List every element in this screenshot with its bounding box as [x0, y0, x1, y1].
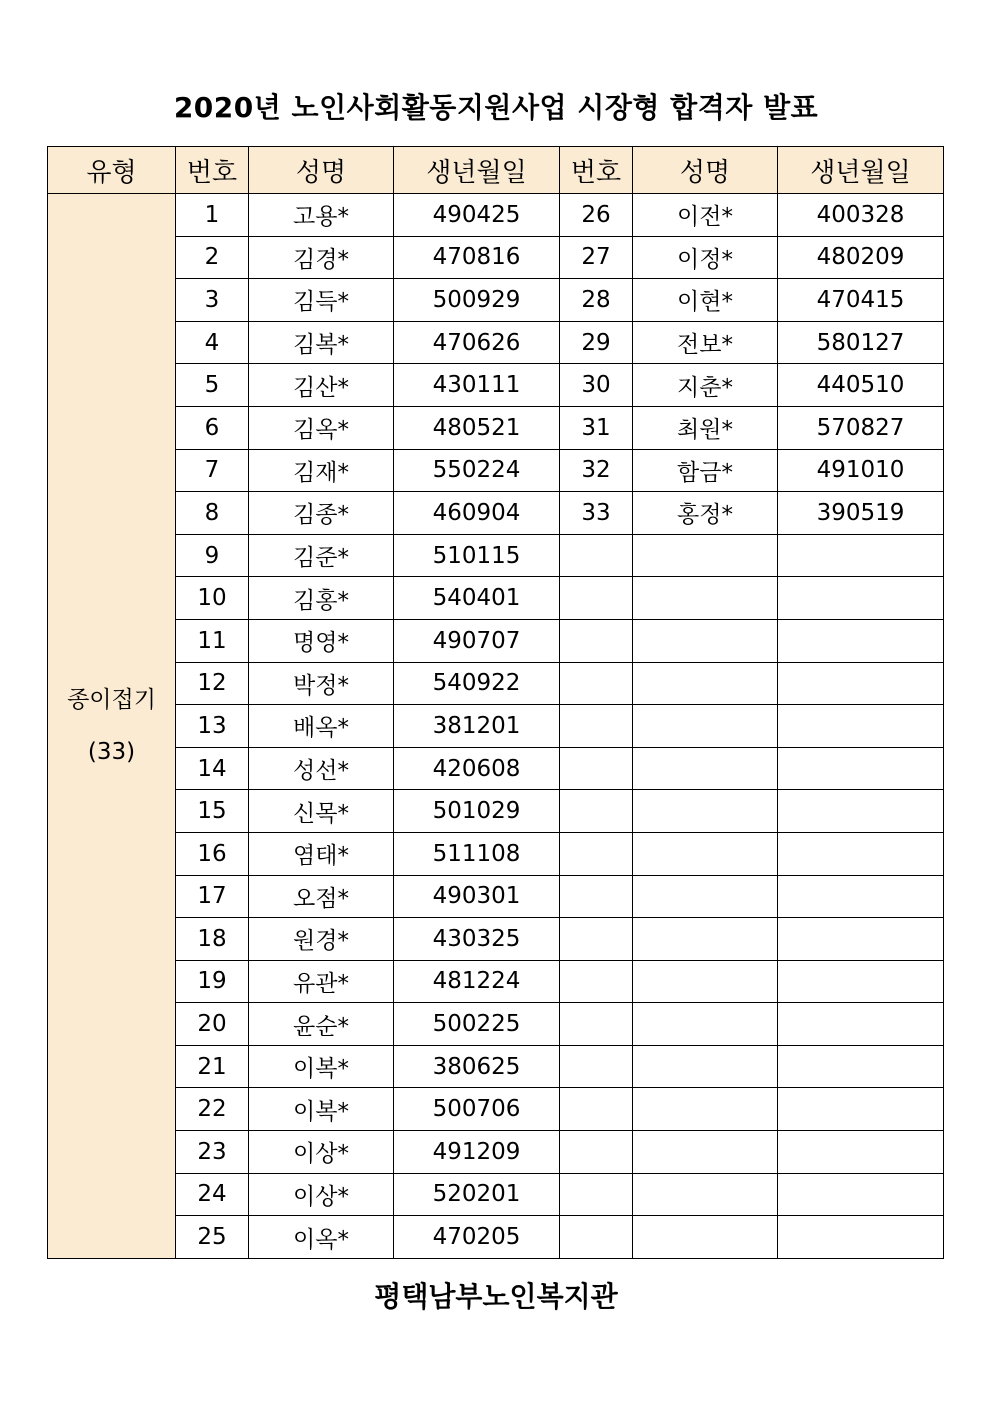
row-birth-right: 491010 [778, 449, 944, 492]
organization-name: 평택남부노인복지관 [374, 1280, 618, 1313]
row-no-right [560, 918, 633, 961]
row-birth: 470816 [394, 236, 560, 279]
row-no-right: 31 [560, 406, 633, 449]
table-row [48, 321, 944, 364]
row-no: 15 [176, 790, 249, 833]
page-title: 2020년 노인사회활동지원사업 시장형 합격자 발표 [173, 91, 819, 124]
table-row [48, 492, 944, 535]
row-name-right [633, 619, 778, 662]
row-no: 10 [176, 577, 249, 620]
row-name-right: 이전* [633, 194, 778, 237]
row-birth-right [778, 1131, 944, 1174]
row-name-right [633, 875, 778, 918]
table-row [48, 1088, 944, 1131]
row-birth-right [778, 790, 944, 833]
row-birth-right: 440510 [778, 364, 944, 407]
row-no-right [560, 1173, 633, 1216]
row-birth: 490425 [394, 194, 560, 237]
row-name: 성선* [249, 747, 394, 790]
header-birth: 생년월일 [394, 147, 560, 194]
row-name: 이상* [249, 1173, 394, 1216]
row-name-right [633, 790, 778, 833]
row-name: 박정* [249, 662, 394, 705]
row-name-right: 최원* [633, 406, 778, 449]
row-birth-right [778, 1045, 944, 1088]
table-row [48, 875, 944, 918]
row-no: 3 [176, 279, 249, 322]
row-no-right [560, 705, 633, 748]
row-name: 이옥* [249, 1216, 394, 1259]
row-name: 이상* [249, 1131, 394, 1174]
row-no-right [560, 1088, 633, 1131]
row-birth-right: 480209 [778, 236, 944, 279]
row-birth-right [778, 1003, 944, 1046]
row-no: 8 [176, 492, 249, 535]
row-name-right: 전보* [633, 321, 778, 364]
table-row [48, 918, 944, 961]
table-row [48, 1131, 944, 1174]
row-birth: 470205 [394, 1216, 560, 1259]
table-row [48, 1173, 944, 1216]
row-birth-right: 470415 [778, 279, 944, 322]
row-name-right [633, 1088, 778, 1131]
row-name: 고용* [249, 194, 394, 237]
row-name-right [633, 662, 778, 705]
row-name: 이복* [249, 1045, 394, 1088]
row-birth: 480521 [394, 406, 560, 449]
row-birth-right: 400328 [778, 194, 944, 237]
row-no: 14 [176, 747, 249, 790]
row-name-right [633, 1003, 778, 1046]
row-name-right: 홍정* [633, 492, 778, 535]
row-name: 김준* [249, 534, 394, 577]
row-name-right: 이현* [633, 279, 778, 322]
row-name: 김산* [249, 364, 394, 407]
table-row [48, 577, 944, 620]
row-birth: 501029 [394, 790, 560, 833]
row-name: 윤순* [249, 1003, 394, 1046]
row-no: 9 [176, 534, 249, 577]
row-birth: 520201 [394, 1173, 560, 1216]
row-no-right: 28 [560, 279, 633, 322]
row-name: 유관* [249, 960, 394, 1003]
table-row [48, 790, 944, 833]
table-row [48, 1003, 944, 1046]
row-no-right: 30 [560, 364, 633, 407]
row-birth: 540401 [394, 577, 560, 620]
type-count: (33) [87, 738, 136, 765]
table-row [48, 449, 944, 492]
table-row [48, 364, 944, 407]
row-no: 12 [176, 662, 249, 705]
row-name-right [633, 1045, 778, 1088]
row-no-right [560, 1045, 633, 1088]
row-birth-right [778, 875, 944, 918]
row-no: 4 [176, 321, 249, 364]
row-name-right: 지춘* [633, 364, 778, 407]
row-birth: 490707 [394, 619, 560, 662]
results-table [47, 146, 944, 1259]
row-no-right: 32 [560, 449, 633, 492]
type-name: 종이접기 [67, 686, 156, 713]
row-no: 20 [176, 1003, 249, 1046]
table-body [48, 194, 944, 1259]
header-no: 번호 [176, 147, 249, 194]
row-no: 23 [176, 1131, 249, 1174]
row-name: 배옥* [249, 705, 394, 748]
row-birth: 540922 [394, 662, 560, 705]
table-row [48, 960, 944, 1003]
row-name: 김재* [249, 449, 394, 492]
table-row [48, 1045, 944, 1088]
row-no-right [560, 790, 633, 833]
row-birth: 430325 [394, 918, 560, 961]
row-name-right [633, 1173, 778, 1216]
table-row [48, 705, 944, 748]
table-row [48, 1216, 944, 1259]
row-no-right [560, 1003, 633, 1046]
header-type: 유형 [48, 147, 176, 194]
row-birth: 490301 [394, 875, 560, 918]
type-cell [48, 194, 176, 1259]
row-birth-right [778, 832, 944, 875]
row-no-right [560, 747, 633, 790]
row-no: 22 [176, 1088, 249, 1131]
row-birth-right [778, 1216, 944, 1259]
row-birth-right [778, 1173, 944, 1216]
row-no: 1 [176, 194, 249, 237]
row-birth-right [778, 662, 944, 705]
row-birth: 430111 [394, 364, 560, 407]
row-no: 25 [176, 1216, 249, 1259]
row-name-right [633, 832, 778, 875]
row-birth: 511108 [394, 832, 560, 875]
row-no-right [560, 534, 633, 577]
row-no: 16 [176, 832, 249, 875]
table-row [48, 406, 944, 449]
row-no: 24 [176, 1173, 249, 1216]
row-name-right [633, 705, 778, 748]
row-no: 2 [176, 236, 249, 279]
table-row [48, 194, 944, 237]
row-name-right [633, 577, 778, 620]
row-birth: 500225 [394, 1003, 560, 1046]
row-no-right: 29 [560, 321, 633, 364]
header-no-2: 번호 [560, 147, 633, 194]
row-no: 11 [176, 619, 249, 662]
row-birth: 491209 [394, 1131, 560, 1174]
row-birth: 460904 [394, 492, 560, 535]
table-row [48, 619, 944, 662]
row-birth: 381201 [394, 705, 560, 748]
row-birth-right: 390519 [778, 492, 944, 535]
row-no-right: 33 [560, 492, 633, 535]
row-name: 김홍* [249, 577, 394, 620]
row-birth: 470626 [394, 321, 560, 364]
row-no-right: 26 [560, 194, 633, 237]
row-name-right: 함금* [633, 449, 778, 492]
row-birth: 510115 [394, 534, 560, 577]
row-birth-right [778, 619, 944, 662]
row-name: 염태* [249, 832, 394, 875]
row-birth-right [778, 960, 944, 1003]
table-row [48, 662, 944, 705]
row-birth: 380625 [394, 1045, 560, 1088]
row-no: 5 [176, 364, 249, 407]
row-no-right [560, 1131, 633, 1174]
header-row [48, 147, 944, 194]
row-birth-right [778, 1088, 944, 1131]
row-no-right [560, 619, 633, 662]
row-name-right [633, 534, 778, 577]
row-no-right [560, 662, 633, 705]
row-no-right [560, 960, 633, 1003]
row-name-right [633, 918, 778, 961]
row-name: 오점* [249, 875, 394, 918]
row-birth: 481224 [394, 960, 560, 1003]
header-name-2: 성명 [633, 147, 778, 194]
row-name: 김복* [249, 321, 394, 364]
row-no: 6 [176, 406, 249, 449]
row-no-right [560, 577, 633, 620]
row-birth-right [778, 918, 944, 961]
table-row [48, 534, 944, 577]
row-name: 김옥* [249, 406, 394, 449]
row-birth-right: 570827 [778, 406, 944, 449]
table-row [48, 236, 944, 279]
row-no: 19 [176, 960, 249, 1003]
table-row [48, 832, 944, 875]
row-name: 김종* [249, 492, 394, 535]
row-name: 이복* [249, 1088, 394, 1131]
header-name: 성명 [249, 147, 394, 194]
row-birth: 500706 [394, 1088, 560, 1131]
row-no: 13 [176, 705, 249, 748]
row-no-right: 27 [560, 236, 633, 279]
row-no: 17 [176, 875, 249, 918]
row-birth-right [778, 534, 944, 577]
row-birth: 500929 [394, 279, 560, 322]
row-name: 원경* [249, 918, 394, 961]
row-birth-right: 580127 [778, 321, 944, 364]
row-birth-right [778, 747, 944, 790]
row-no: 18 [176, 918, 249, 961]
row-name-right [633, 747, 778, 790]
row-birth: 550224 [394, 449, 560, 492]
row-birth-right [778, 577, 944, 620]
row-name-right [633, 1216, 778, 1259]
table-row [48, 747, 944, 790]
row-no-right [560, 1216, 633, 1259]
row-name-right [633, 1131, 778, 1174]
row-name: 김경* [249, 236, 394, 279]
row-name: 김득* [249, 279, 394, 322]
table-row [48, 279, 944, 322]
row-name: 신목* [249, 790, 394, 833]
row-no: 21 [176, 1045, 249, 1088]
row-no: 7 [176, 449, 249, 492]
row-name: 명영* [249, 619, 394, 662]
row-no-right [560, 832, 633, 875]
row-no-right [560, 875, 633, 918]
row-birth-right [778, 705, 944, 748]
row-name-right [633, 960, 778, 1003]
row-name-right: 이정* [633, 236, 778, 279]
row-birth: 420608 [394, 747, 560, 790]
header-birth-2: 생년월일 [778, 147, 944, 194]
